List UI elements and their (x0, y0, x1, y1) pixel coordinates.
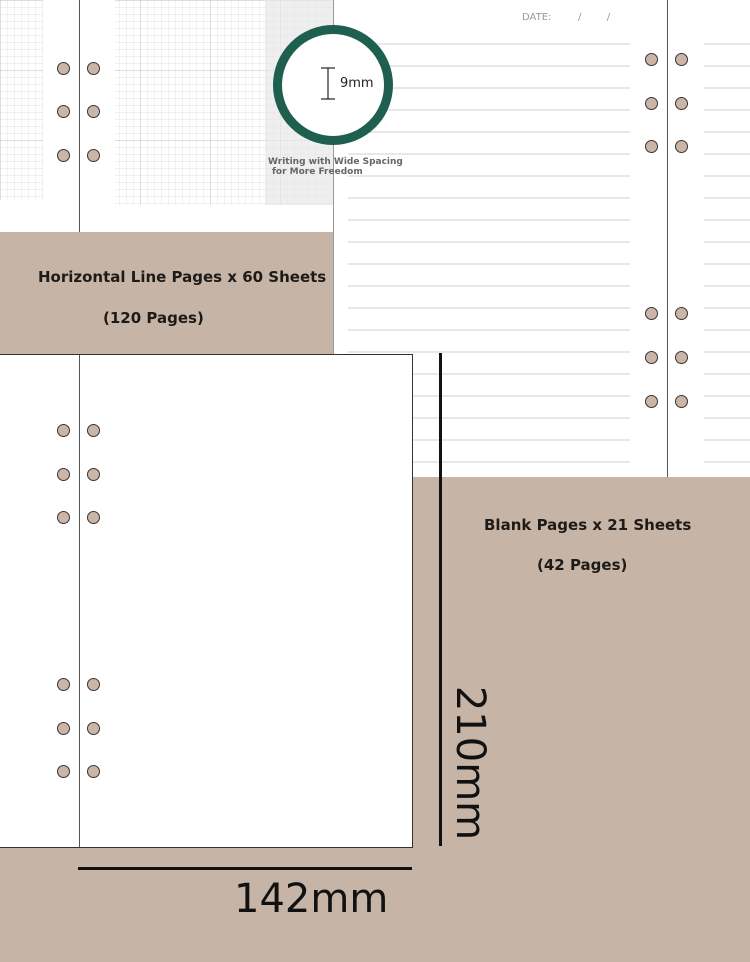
ring-hole (57, 424, 70, 437)
ring-hole (87, 765, 100, 778)
ring-hole (57, 468, 70, 481)
width-dimension-label: 142mm (234, 876, 389, 922)
ring-hole (675, 307, 688, 320)
ring-hole (87, 678, 100, 691)
ring-hole (675, 140, 688, 153)
lined-page-spine (667, 0, 668, 477)
height-dimension-label: 210mm (447, 685, 493, 841)
height-dimension-line (439, 353, 442, 846)
spacing-indicator-icon (318, 66, 338, 102)
ring-hole (87, 511, 100, 524)
blank-pages-subtitle: (42 Pages) (537, 556, 628, 574)
ring-hole (57, 105, 70, 118)
ring-hole (87, 722, 100, 735)
ring-hole (675, 97, 688, 110)
ring-hole (57, 149, 70, 162)
ring-hole (87, 149, 100, 162)
ring-hole (645, 53, 658, 66)
ring-hole (675, 351, 688, 364)
spacing-label: 9mm (340, 76, 374, 91)
ring-hole (57, 722, 70, 735)
width-dimension-line (78, 867, 412, 870)
ring-hole (87, 62, 100, 75)
ring-hole (645, 351, 658, 364)
date-label: DATE: (522, 12, 552, 23)
blank-page-spine (79, 355, 80, 847)
ring-hole (675, 395, 688, 408)
ring-hole (87, 105, 100, 118)
blank-pages-title: Blank Pages x 21 Sheets (484, 516, 692, 534)
ring-hole (645, 395, 658, 408)
horizontal-pages-title: Horizontal Line Pages x 60 Sheets (38, 268, 327, 286)
ring-hole (645, 307, 658, 320)
spacing-caption-line1: Writing with Wide Spacing (268, 157, 403, 167)
ring-hole (57, 62, 70, 75)
blank-page (0, 354, 413, 848)
ring-hole (87, 424, 100, 437)
ring-hole (87, 468, 100, 481)
horizontal-pages-subtitle: (120 Pages) (103, 309, 204, 327)
spacing-caption-line2: for More Freedom (272, 167, 363, 177)
ring-hole (57, 678, 70, 691)
ring-hole (57, 765, 70, 778)
ring-hole (645, 97, 658, 110)
ring-hole (675, 53, 688, 66)
date-slashes: / / (578, 12, 611, 23)
ring-hole (645, 140, 658, 153)
grid-page-spine (79, 0, 80, 232)
ring-hole (57, 511, 70, 524)
